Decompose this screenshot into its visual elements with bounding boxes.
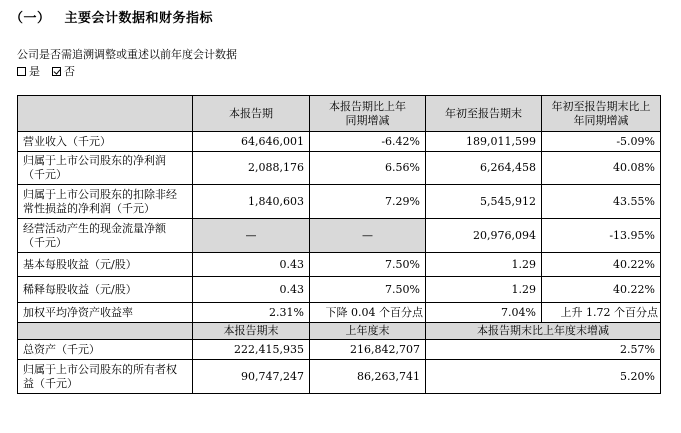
row-label: 总资产（千元） — [18, 340, 193, 360]
subheader-prior-year-end: 上年度末 — [310, 323, 426, 340]
cell-value: 222,415,935 — [193, 340, 310, 360]
cell-value: -5.09% — [542, 132, 661, 152]
row-label: 归属于上市公司股东的所有者权益（千元） — [18, 360, 193, 394]
section-number: （一） — [10, 11, 51, 26]
row-label: 基本每股收益（元/股） — [18, 253, 193, 277]
row-label: 归属于上市公司股东的净利润（千元） — [18, 152, 193, 185]
row-label: 归属于上市公司股东的扣除非经常性损益的净利润（千元） — [18, 185, 193, 219]
cell-value: 216,842,707 — [310, 340, 426, 360]
section-heading: 主要会计数据和财务指标 — [64, 11, 214, 26]
header-ytd: 年初至报告期末 — [426, 96, 542, 132]
table-row — [18, 132, 661, 152]
cell-value: 7.04% — [426, 303, 542, 323]
table-row — [18, 340, 661, 360]
table-row — [18, 303, 661, 323]
table-row — [18, 277, 661, 303]
header-yoy-change: 本报告期比上年同期增减 — [310, 96, 426, 132]
table-header-row — [18, 96, 661, 132]
cell-value: — — [310, 219, 426, 253]
cell-value: 189,011,599 — [426, 132, 542, 152]
cell-value: 7.50% — [310, 277, 426, 303]
cell-value: 2.57% — [426, 340, 661, 360]
header-current-period: 本报告期 — [193, 96, 310, 132]
option-no-label: 否 — [64, 65, 75, 78]
cell-value: 5,545,912 — [426, 185, 542, 219]
cell-value: 上升 1.72 个百分点 — [542, 303, 661, 323]
financial-data-table — [17, 95, 661, 394]
checkbox-yes[interactable] — [17, 67, 26, 76]
cell-value: 20,976,094 — [426, 219, 542, 253]
cell-value: 7.29% — [310, 185, 426, 219]
cell-value: -6.42% — [310, 132, 426, 152]
cell-value: 7.50% — [310, 253, 426, 277]
row-label: 稀释每股收益（元/股） — [18, 277, 193, 303]
cell-value: 下降 0.04 个百分点 — [310, 303, 426, 323]
table-row — [18, 185, 661, 219]
table-row — [18, 219, 661, 253]
cell-value: 43.55% — [542, 185, 661, 219]
cell-value: 40.22% — [542, 277, 661, 303]
table-row — [18, 253, 661, 277]
cell-value: — — [193, 219, 310, 253]
cell-value: 86,263,741 — [310, 360, 426, 394]
cell-value: 6.56% — [310, 152, 426, 185]
cell-value: 0.43 — [193, 277, 310, 303]
cell-value: 40.08% — [542, 152, 661, 185]
row-label: 加权平均净资产收益率 — [18, 303, 193, 323]
cell-value: 64,646,001 — [193, 132, 310, 152]
subheader-period-end: 本报告期末 — [193, 323, 310, 340]
cell-value: 6,264,458 — [426, 152, 542, 185]
subheader-blank — [18, 323, 193, 340]
cell-value: 2,088,176 — [193, 152, 310, 185]
table-subheader-row — [18, 323, 661, 340]
restatement-options — [17, 63, 75, 79]
header-ytd-yoy-change: 年初至报告期末比上年同期增减 — [542, 96, 661, 132]
row-label: 营业收入（千元） — [18, 132, 193, 152]
table-row — [18, 152, 661, 185]
cell-value: 2.31% — [193, 303, 310, 323]
section-title — [10, 7, 213, 26]
header-blank — [18, 96, 193, 132]
cell-value: 5.20% — [426, 360, 661, 394]
subheader-change: 本报告期末比上年度末增减 — [426, 323, 661, 340]
cell-value: 1.29 — [426, 253, 542, 277]
restatement-question: 公司是否需追溯调整或重述以前年度会计数据 — [17, 48, 237, 61]
table-row — [18, 360, 661, 394]
cell-value: 90,747,247 — [193, 360, 310, 394]
cell-value: -13.95% — [542, 219, 661, 253]
option-yes-label: 是 — [29, 65, 40, 78]
cell-value: 1.29 — [426, 277, 542, 303]
cell-value: 0.43 — [193, 253, 310, 277]
cell-value: 40.22% — [542, 253, 661, 277]
cell-value: 1,840,603 — [193, 185, 310, 219]
checkbox-no[interactable] — [52, 67, 61, 76]
row-label: 经营活动产生的现金流量净额（千元） — [18, 219, 193, 253]
